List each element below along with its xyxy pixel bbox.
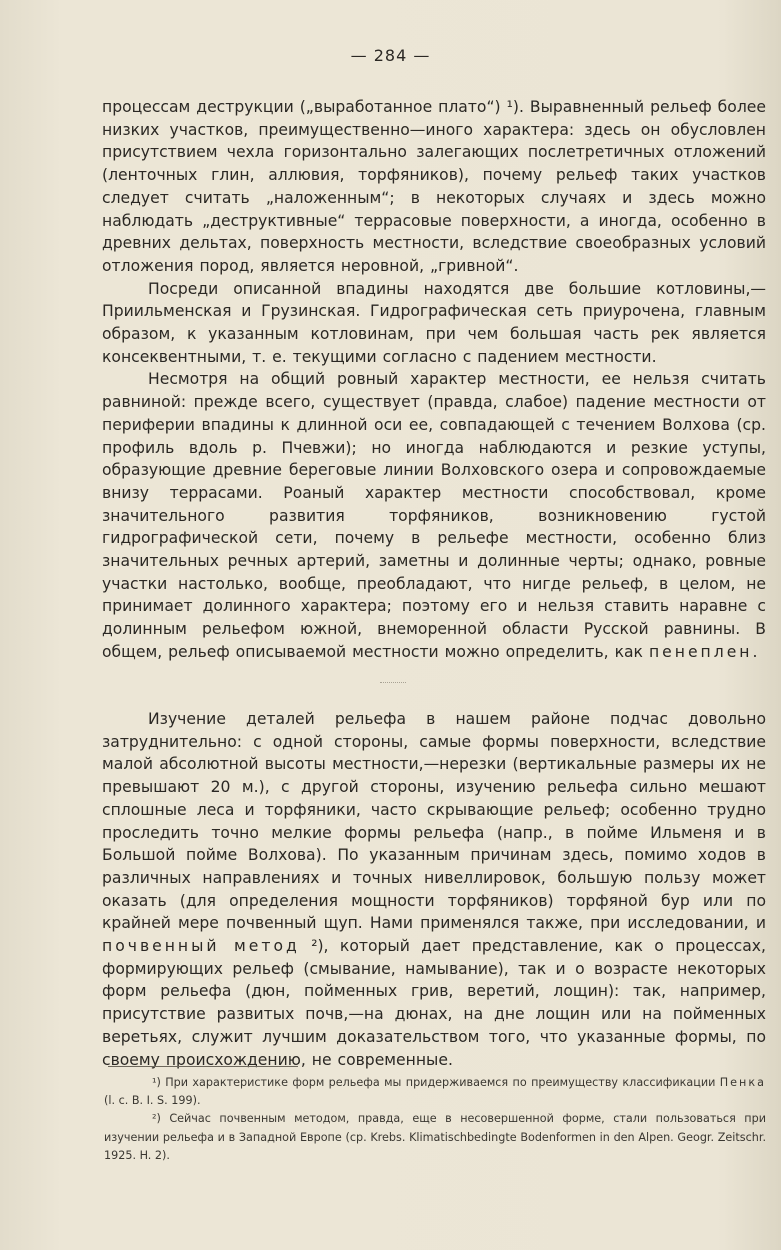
footnote-2: ²) Сейчас почвенным методом, правда, еще в несовершенной форме, стали пользоваться при изучении рельефа и в Западной Европе (ср. Krebs. Klimatischbedingte Bodenformen in den Alpen. Geogr. Zeitschr. 1925. H. 2). — [104, 1112, 766, 1162]
paragraph-4-text-b: ²), который дает представление, как о процессах, формирующих рельеф (смывание, намывание), так и о возрасте некоторых форм рельефа (дюн, пойменных грив, веретий, лощин): так, например, присутствие развитых почв,—на дюнах, на дне лощин или на пойменных веретьях, служит лучшим доказательством того, что указанные формы, по своему происхождению, не современные. — [102, 937, 766, 1069]
page-number: — 284 — — [350, 46, 431, 65]
paragraph-3-text: Несмотря на общий ровный характер местности, ее нельзя считать равниной: прежде всего, существует (правда, слабое) падение местности от периферии впадины к длинной оси ее, совпадающей с течением Волхова (ср. профиль вдоль р. Пчевжи); но иногда наблюдаются и резкие уступы, образующие древние береговые линии Волховского озера и сопровождаемые внизу террасами. Роаный характер местности способствовал, кроме значительного развития торфяников, возникновению густой гидрографической сети, почему в рельефе местности, особенно близ значительных речных артерий, заметны и долинные черты; однако, ровные участки настолько, вообще, преобладают, что нигде рельеф, в целом, не принимает долинного характера; поэтому его и нельзя ставить наравне с долинным рельефом южной, внеморенной области Русской равнины. В общем, рельеф описываемой местности можно определить, как — [102, 370, 766, 661]
paragraph-1: процессам деструкции („выработанное плато“) ¹). Выравненный рельеф более низких участков, преимущественно—иного характера: здесь он обусловлен присутствием чехла горизонтально залегающих послетретичных отложений (ленточных глин, аллювия, торфяников), почему рельеф таких участков следует считать „наложенным“; в некоторых случаях и здесь можно наблюдать „деструктивные“ террасовые поверхности, а иногда, особенно в древних дельтах, поверхность местности, вследствие своеобразных условий отложения пород, является неровной, „гривной“. — [102, 98, 766, 275]
text-block-upper — [102, 96, 766, 664]
footnote-1-author: Пенка — [719, 1076, 766, 1089]
paragraph-3 — [102, 368, 766, 663]
section-separator — [380, 682, 406, 683]
footnotes — [104, 1074, 766, 1165]
footnote-1-text-b: (l. c. B. I. S. 199). — [104, 1094, 201, 1108]
paragraph-4-text-a: Изучение деталей рельефа в нашем районе подчас довольно затруднительно: с одной стороны, самые формы поверхности, вследствие малой абсолютной высоты местности,—нерезки (вертикальные размеры их не превышают 20 м.), с другой стороны, изучению рельефа сильно мешают сплошные леса и торфяники, часто скрывающие рельеф; особенно трудно проследить точно мелкие формы рельефа (напр., в пойме Ильменя и в Большой пойме Волхова). По указанным причинам здесь, помимо ходов в различных направлениях и точных нивеллировок, большую пользу может оказать (для определения мощности торфяников) торфяной бур или по крайней мере почвенный щуп. Нами применялся также, при исследовании, и — [102, 710, 766, 933]
paragraph-4 — [102, 708, 766, 1071]
text-block-lower — [102, 708, 766, 1071]
term-peneplain: пенеплен. — [648, 642, 761, 661]
footnote-1 — [104, 1074, 766, 1110]
paragraph-2: Посреди описанной впадины находятся две большие котловины,—Приильменская и Грузинская. Гидрографическая сеть приурочена, главным образом, к указанным котловинам, при чем большая часть рек является консеквентными, т. е. текущими согласно с падением местности. — [102, 279, 766, 366]
footnote-rule — [108, 1066, 298, 1067]
footnote-1-text-a: ¹) При характеристике форм рельефа мы придерживаемся по преимуществу классификации — [152, 1076, 716, 1089]
term-soil-method: почвенный метод — [102, 937, 300, 956]
